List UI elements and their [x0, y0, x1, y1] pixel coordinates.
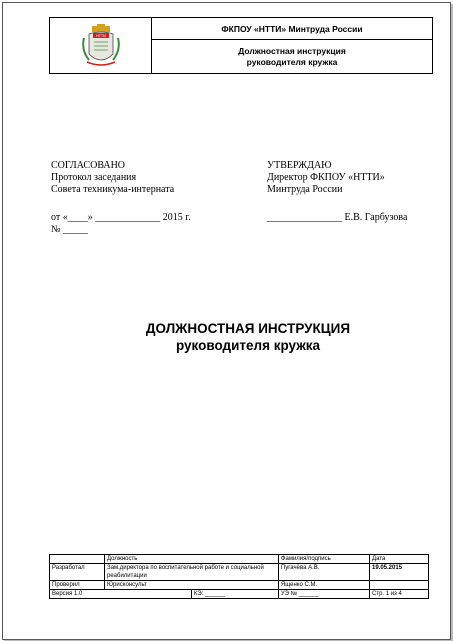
coat-of-arms-emblem-icon [81, 24, 121, 68]
table-cell [50, 555, 105, 564]
ue-cell: УЭ № ______ [278, 590, 369, 599]
row-name-developed: Пугачёва А.В. [278, 564, 369, 581]
organization-name: ФКПОУ «НТТИ» Минтруда России [152, 18, 432, 40]
director-line: Директор ФКПОУ «НТТИ» [267, 172, 385, 183]
row-position-checked: Юрисконсульт [105, 581, 279, 590]
row-name-checked: Ященко С.М. [278, 581, 369, 590]
document-page [2, 2, 451, 640]
table-header-position: Должность [105, 555, 279, 564]
document-header [49, 17, 433, 74]
row-date-checked [370, 581, 429, 590]
table-header-row [50, 555, 429, 564]
header-title-line2: руководителя кружка [246, 57, 338, 67]
kz-cell: КЭ: ______ [191, 590, 278, 599]
row-label-developed: Разработал [50, 564, 105, 581]
table-row [50, 564, 429, 581]
main-title-line1: ДОЛЖНОСТНАЯ ИНСТРУКЦИЯ [145, 321, 351, 336]
director-signature: _______________ Е.В. Гарбузова [267, 212, 408, 223]
page-cell: Стр. 1 из 4 [370, 590, 429, 599]
table-header-date: Дата [370, 555, 429, 564]
table-row [50, 590, 429, 599]
logo-text: НТТИ [95, 33, 106, 38]
ministry-line: Минтруда России [267, 184, 343, 195]
protocol-number: № _____ [51, 224, 89, 235]
row-label-checked: Проверил [50, 581, 105, 590]
council-line: Совета техникума-интерната [51, 184, 175, 195]
header-title [152, 40, 432, 73]
confirm-heading: УТВЕРЖДАЮ [267, 160, 332, 171]
table-header-name-sign: Фамилия/подпись [278, 555, 369, 564]
logo-cell [50, 18, 152, 73]
approved-heading: СОГЛАСОВАНО [51, 160, 126, 171]
version-cell: Версия 1.0 [50, 590, 192, 599]
table-row [50, 581, 429, 590]
row-position-developed: Зам.директора по воспитательной работе и социальной реабилитации [105, 564, 279, 581]
row-date-developed: 19.05.2015 [370, 564, 429, 581]
protocol-date: от «____» _____________ 2015 г. [51, 212, 191, 223]
header-title-line1: Должностная инструкция [238, 46, 346, 56]
main-title-line2: руководителя кружка [175, 338, 321, 353]
protocol-line: Протокол заседания [51, 172, 137, 183]
approval-table [49, 554, 429, 599]
